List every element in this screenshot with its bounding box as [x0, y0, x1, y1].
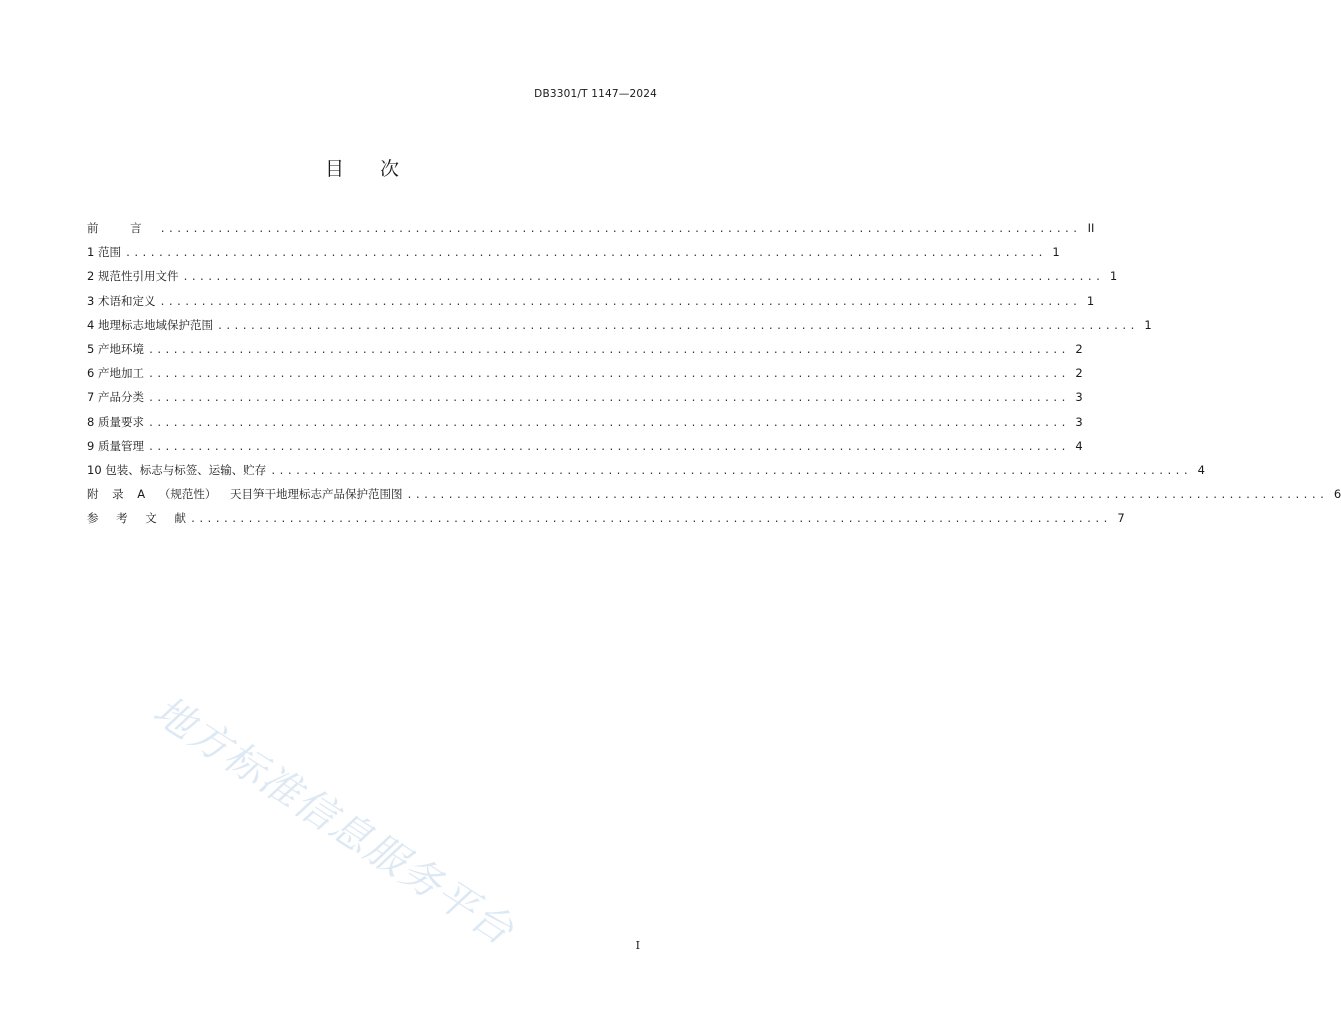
toc-entry-page: 4 — [1075, 438, 1083, 453]
toc-entry-page: 2 — [1075, 366, 1083, 381]
toc-entry-label: 前 言 — [87, 221, 156, 235]
dot-leader: ................................................................................................................ — [182, 272, 1104, 284]
toc-entry-processing[interactable] — [87, 364, 1083, 388]
toc-entry-label: 参 考 文 献 — [87, 511, 186, 526]
toc-entry-label: 附 录 A （规范性） 天目笋干地理标志产品保护范围图 — [87, 487, 403, 502]
toc-entry-page: 6 — [1333, 487, 1341, 502]
dot-leader: ................................................................................................................ — [147, 369, 1069, 381]
toc-entry-foreword[interactable] — [87, 219, 1095, 243]
toc-entry-quality-management[interactable] — [87, 437, 1083, 461]
dot-leader: ................................................................................................................ — [147, 393, 1069, 405]
dot-leader: ................................................................................................................ — [147, 441, 1069, 453]
toc-entry-appendix-a[interactable] — [87, 485, 1341, 509]
toc-entry-label: 3 术语和定义 — [87, 293, 156, 308]
toc-entry-scope[interactable] — [87, 243, 1060, 267]
toc-entry-page: 1 — [1109, 269, 1118, 284]
toc-entry-classification[interactable] — [87, 388, 1083, 412]
dot-leader: ................................................................................................................ — [216, 320, 1138, 332]
toc-entry-page: 3 — [1075, 414, 1083, 429]
toc-entry-page: 7 — [1117, 511, 1125, 526]
toc-entry-label: 10 包装、标志与标签、运输、贮存 — [87, 462, 267, 477]
toc-entry-page: 3 — [1075, 390, 1083, 405]
table-of-contents — [87, 219, 1341, 533]
dot-leader: ................................................................................................................ — [147, 417, 1069, 429]
toc-entry-quality-requirements[interactable] — [87, 413, 1083, 437]
toc-entry-terms-definitions[interactable] — [87, 292, 1095, 316]
toc-entry-label: 6 产地加工 — [87, 366, 144, 381]
dot-leader: ................................................................................................................ — [124, 248, 1046, 260]
watermark: 地方标准信息服务平台 — [145, 687, 523, 955]
dot-leader: ................................................................................................................ — [270, 465, 1191, 477]
toc-entry-label: 9 质量管理 — [87, 438, 144, 453]
dot-leader: ................................................................................................................ — [147, 344, 1069, 356]
toc-title: 目 次 — [324, 158, 400, 180]
toc-entry-label: 4 地理标志地域保护范围 — [87, 317, 213, 332]
page-number: I — [635, 939, 640, 952]
toc-entry-production-environment[interactable] — [87, 340, 1083, 364]
dot-leader: ................................................................................................................ — [189, 514, 1111, 526]
toc-entry-page: 2 — [1075, 341, 1083, 356]
toc-entry-label: 8 质量要求 — [87, 414, 144, 429]
toc-entry-label: 1 范围 — [87, 245, 121, 260]
toc-entry-normative-references[interactable] — [87, 267, 1118, 291]
toc-entry-protection-range[interactable] — [87, 316, 1152, 340]
toc-entry-page: 4 — [1197, 462, 1205, 477]
toc-entry-label: 5 产地环境 — [87, 341, 144, 356]
toc-entry-page: 1 — [1086, 293, 1095, 308]
document-code: DB3301/T 1147—2024 — [534, 88, 657, 100]
toc-entry-label: 7 产品分类 — [87, 390, 144, 405]
toc-entry-page: II — [1087, 221, 1095, 235]
toc-entry-page: 1 — [1144, 317, 1152, 332]
toc-entry-label: 2 规范性引用文件 — [87, 269, 179, 284]
toc-entry-bibliography[interactable] — [87, 509, 1125, 533]
dot-leader: ................................................................................................................ — [406, 490, 1328, 502]
dot-leader: ................................................................................................................ — [159, 224, 1081, 235]
toc-entry-packaging[interactable] — [87, 461, 1205, 485]
dot-leader: ................................................................................................................ — [159, 296, 1081, 308]
toc-entry-page: 1 — [1052, 245, 1060, 260]
